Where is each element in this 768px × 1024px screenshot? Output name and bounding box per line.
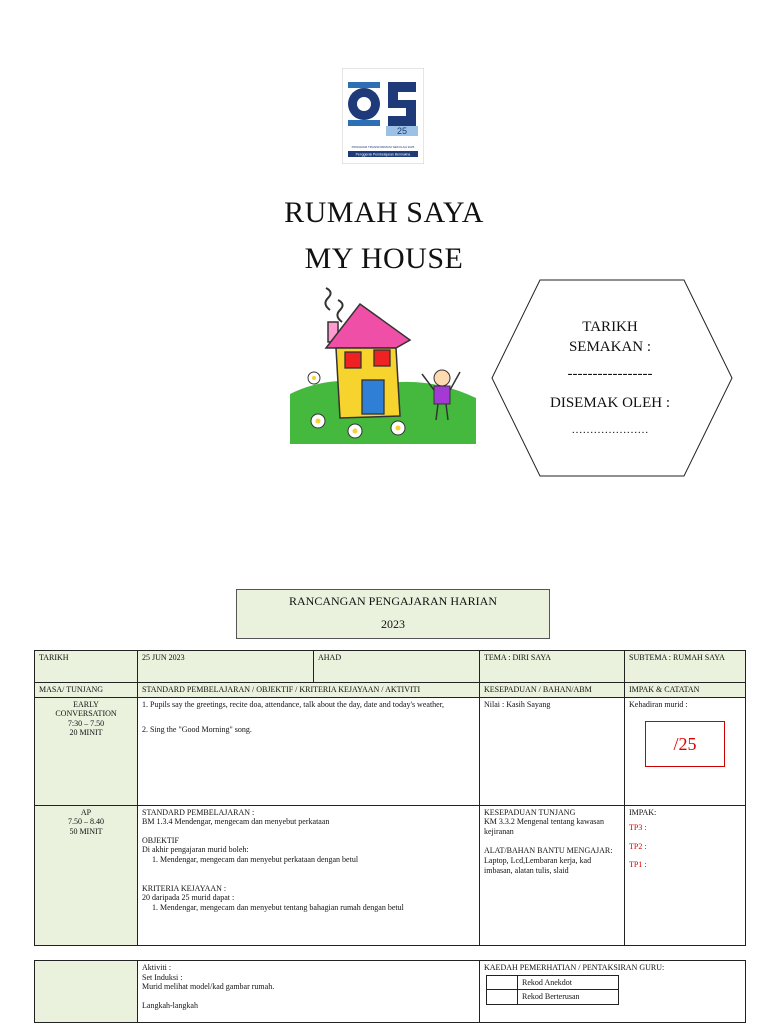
- ap-row: [35, 805, 746, 945]
- subtema-cell: SUBTEMA : RUMAH SAYA: [625, 651, 746, 683]
- activity-cell: [138, 697, 480, 805]
- abm-text: Laptop, Lcd,Lembaran kerja, kad imbasan, alatan tulis, slaid: [484, 855, 592, 875]
- disemak-label: DISEMAK OLEH :: [550, 395, 670, 411]
- rph-year: 2023: [381, 617, 405, 631]
- checkbox-cell[interactable]: [487, 990, 518, 1005]
- objektif-text: Di akhir pengajaran murid boleh:: [142, 845, 249, 855]
- svg-text:Penggerak Pembelajaran Bermakn: Penggerak Pembelajaran Bermakna: [355, 152, 411, 157]
- title-english: MY HOUSE: [304, 242, 464, 275]
- svg-text:25: 25: [396, 126, 408, 136]
- activity-table: [34, 960, 746, 1023]
- tp2-label: TP2 :: [629, 841, 647, 851]
- masa-cell: [35, 805, 138, 945]
- abm-label: ALAT/BAHAN BANTU MENGAJAR:: [484, 846, 613, 856]
- rekod-checklist: [486, 975, 619, 1005]
- tarikh-header: TARIKH: [35, 651, 138, 683]
- impak-header: IMPAK & CATATAN: [625, 683, 746, 698]
- kriteria-text: 20 daripada 25 murid dapat :: [142, 893, 235, 903]
- school-logo: [342, 68, 424, 164]
- kriteria-item: 1. Mendengar, mengecam dan menyebut tentang bahagian rumah dengan betul: [152, 902, 404, 912]
- masa-line: 7.50 – 8.40: [68, 817, 104, 827]
- impak-cell: [625, 805, 746, 945]
- sp-label: STANDARD PEMBELAJARAN :: [142, 807, 255, 817]
- rekod-berterusan-label: Rekod Berterusan: [518, 990, 619, 1005]
- semakan-label: SEMAKAN :: [568, 339, 652, 355]
- set-induksi-label: Set Induksi :: [142, 972, 183, 982]
- masa-line: 20 MINIT: [69, 728, 103, 738]
- attendance-label: Kehadiran murid :: [629, 699, 688, 709]
- kesepaduan-tunjang-text: KM 3.3.2 Mengenal tentang kawasan kejiranan: [484, 817, 604, 836]
- kaedah-label: KAEDAH PEMERHATIAN / PENTAKSIRAN GURU:: [484, 963, 665, 972]
- checkbox-cell[interactable]: [487, 975, 518, 990]
- day-cell: AHAD: [314, 651, 480, 683]
- tarikh-label: TARIKH: [582, 319, 638, 335]
- tp1-label: TP1 :: [629, 860, 647, 870]
- signature-blank-line: …………………: [571, 424, 649, 436]
- impak-label: IMPAK:: [629, 807, 657, 817]
- date-cell: 25 JUN 2023: [138, 651, 314, 683]
- rph-title-box: [236, 589, 550, 639]
- early-conversation-row: [35, 697, 746, 805]
- date-blank-line: -----------------: [567, 366, 653, 382]
- svg-text:PROGRAM TRANSFORMASI SEKOLAH 2: PROGRAM TRANSFORMASI SEKOLAH 2025: [351, 145, 415, 149]
- rph-title: RANCANGAN PENGAJARAN HARIAN: [288, 594, 497, 608]
- masa-line: AP: [80, 807, 92, 817]
- tema-cell: TEMA : DIRI SAYA: [480, 651, 625, 683]
- set-induksi-text: Murid melihat model/kad gambar rumah.: [142, 982, 275, 992]
- objektif-label: OBJEKTIF: [142, 835, 179, 845]
- standard-header: STANDARD PEMBELAJARAN / OBJEKTIF / KRITERIA KEJAYAAN / AKTIVITI: [138, 683, 480, 698]
- masa-header: MASA/ TUNJANG: [35, 683, 138, 698]
- objektif-item: 1. Mendengar, mengecam dan menyebut perkataan dengan betul: [152, 854, 359, 864]
- activity-row: [35, 961, 746, 1023]
- tp3-label: TP3 :: [629, 823, 647, 833]
- kriteria-label: KRITERIA KEJAYAAN :: [142, 883, 227, 893]
- header-row: [35, 651, 746, 683]
- activity-text: 1. Pupils say the greetings, recite doa, attendance, talk about the day, date and today's weather,: [142, 699, 445, 709]
- standard-cell: [138, 805, 480, 945]
- masa-line: 50 MINIT: [69, 826, 103, 836]
- rekod-anekdot-label: Rekod Anekdot: [518, 975, 619, 990]
- kaedah-cell: [480, 961, 746, 1023]
- nilai-cell: Nilai : Kasih Sayang: [480, 697, 625, 805]
- attendance-cell: [625, 697, 746, 805]
- column-header-row: [35, 683, 746, 698]
- lesson-plan-table: [34, 650, 746, 946]
- title-malay: RUMAH SAYA: [284, 196, 484, 229]
- masa-line: EARLY: [73, 699, 99, 709]
- sp-text: BM 1.3.4 Mendengar, mengecam dan menyebut perkataan: [142, 817, 330, 827]
- aktiviti-cell: [138, 961, 480, 1023]
- kesepaduan-tunjang-label: KESEPADUAN TUNJANG: [484, 807, 576, 817]
- kesepaduan-header: KESEPADUAN / BAHAN/ABM: [480, 683, 625, 698]
- masa-line: CONVERSATION: [55, 709, 117, 719]
- masa-cell: [35, 697, 138, 805]
- langkah-label: Langkah-langkah: [142, 1000, 198, 1010]
- attendance-score-box: /25: [645, 721, 725, 767]
- masa-line: 7:30 – 7.50: [67, 718, 105, 728]
- activity-masa-cell: [35, 961, 138, 1023]
- house-illustration: [290, 286, 476, 444]
- kesepaduan-cell: [480, 805, 625, 945]
- activity-text: 2. Sing the "Good Morning" song.: [142, 725, 252, 735]
- aktiviti-label: Aktiviti :: [142, 963, 172, 972]
